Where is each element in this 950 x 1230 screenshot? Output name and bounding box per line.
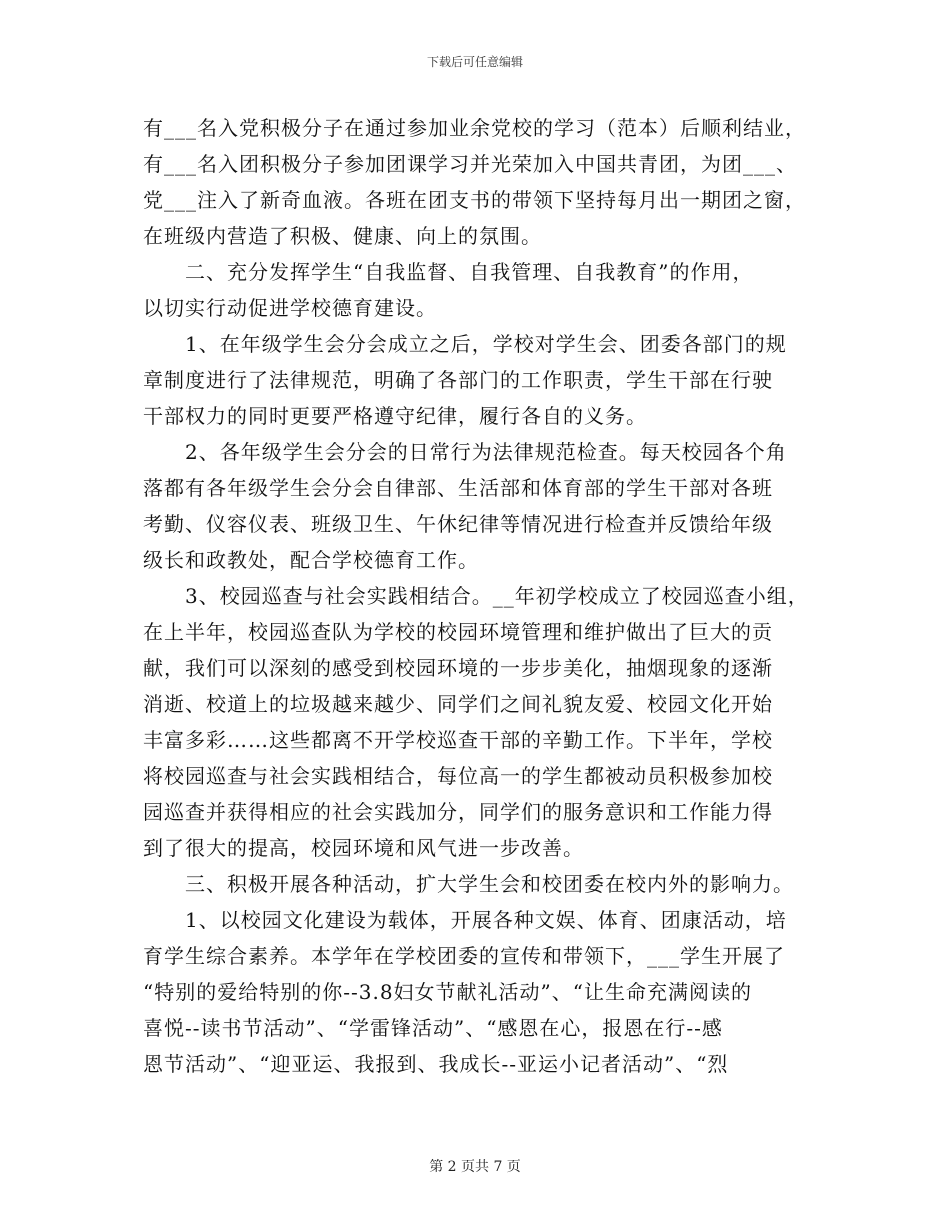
text-line: 有___名入党积极分子在通过参加业余党校的学习（范本）后顺利结业， xyxy=(143,116,806,140)
text-line: 二、充分发挥学生“自我监督、自我管理、自我教育”的作用， xyxy=(143,260,754,284)
text-line: 消逝、校道上的垃圾越来越少、同学们之间礼貌友爱、校园文化开始 xyxy=(143,692,773,716)
text-line: 1、在年级学生会分会成立之后，学校对学生会、团委各部门的规 xyxy=(143,332,787,356)
page-header: 下载后可任意编辑 xyxy=(426,55,523,69)
text-line: 干部权力的同时更要严格遵守纪律，履行各自的义务。 xyxy=(143,404,647,428)
text-line: 2、各年级学生会分会的日常行为法律规范检查。每天校园各个角 xyxy=(143,440,787,464)
text-line: 章制度进行了法律规范，明确了各部门的工作职责，学生干部在行驶 xyxy=(143,368,773,392)
text-line: 三、积极开展各种活动，扩大学生会和校团委在校内外的影响力。 xyxy=(143,872,794,896)
text-line: 献，我们可以深刻的感受到校园环境的一步步美化，抽烟现象的逐渐 xyxy=(143,656,773,680)
text-line: 到了很大的提高，校园环境和风气进一步改善。 xyxy=(143,836,584,860)
text-line: 以切实行动促进学校德育建设。 xyxy=(143,296,437,320)
text-line: “特别的爱给特别的你--3.8妇女节献礼活动”、“让生命充满阅读的 xyxy=(143,980,752,1004)
text-line: 考勤、仪容仪表、班级卫生、午休纪律等情况进行检查并反馈给年级 xyxy=(143,512,773,536)
text-line: 落都有各年级学生会分会自律部、生活部和体育部的学生干部对各班 xyxy=(143,476,773,500)
text-line: 在班级内营造了积极、健康、向上的氛围。 xyxy=(143,224,542,248)
text-line: 有___名入团积极分子参加团课学习并光荣加入中国共青团，为团___、 xyxy=(143,152,797,176)
text-line: 1、以校园文化建设为载体，开展各种文娱、体育、团康活动，培 xyxy=(143,908,787,932)
text-line: 将校园巡查与社会实践相结合，每位高一的学生都被动员积极参加校 xyxy=(143,764,773,788)
text-line: 在上半年，校园巡查队为学校的校园环境管理和维护做出了巨大的贡 xyxy=(143,620,773,644)
page-number: 第 2 页共 7 页 xyxy=(429,1159,521,1175)
text-line: 丰富多彩……这些都离不开学校巡查干部的辛勤工作。下半年，学校 xyxy=(143,728,773,752)
text-line: 恩节活动”、“迎亚运、我报到、我成长--亚运小记者活动”、“烈 xyxy=(143,1052,729,1076)
text-line: 级长和政教处，配合学校德育工作。 xyxy=(143,548,479,572)
text-line: 喜悦--读书节活动”、“学雷锋活动”、“感恩在心，报恩在行--感 xyxy=(143,1016,723,1040)
text-line: 党___注入了新奇血液。各班在团支书的带领下坚持每月出一期团之窗， xyxy=(143,188,806,212)
text-line: 育学生综合素养。本学年在学校团委的宣传和带领下，___学生开展了 xyxy=(143,944,785,968)
text-line: 3、校园巡查与社会实践相结合。__年初学校成立了校园巡查小组， xyxy=(143,584,809,608)
document-body xyxy=(143,110,813,1082)
text-line: 园巡查并获得相应的社会实践加分，同学们的服务意识和工作能力得 xyxy=(143,800,773,824)
